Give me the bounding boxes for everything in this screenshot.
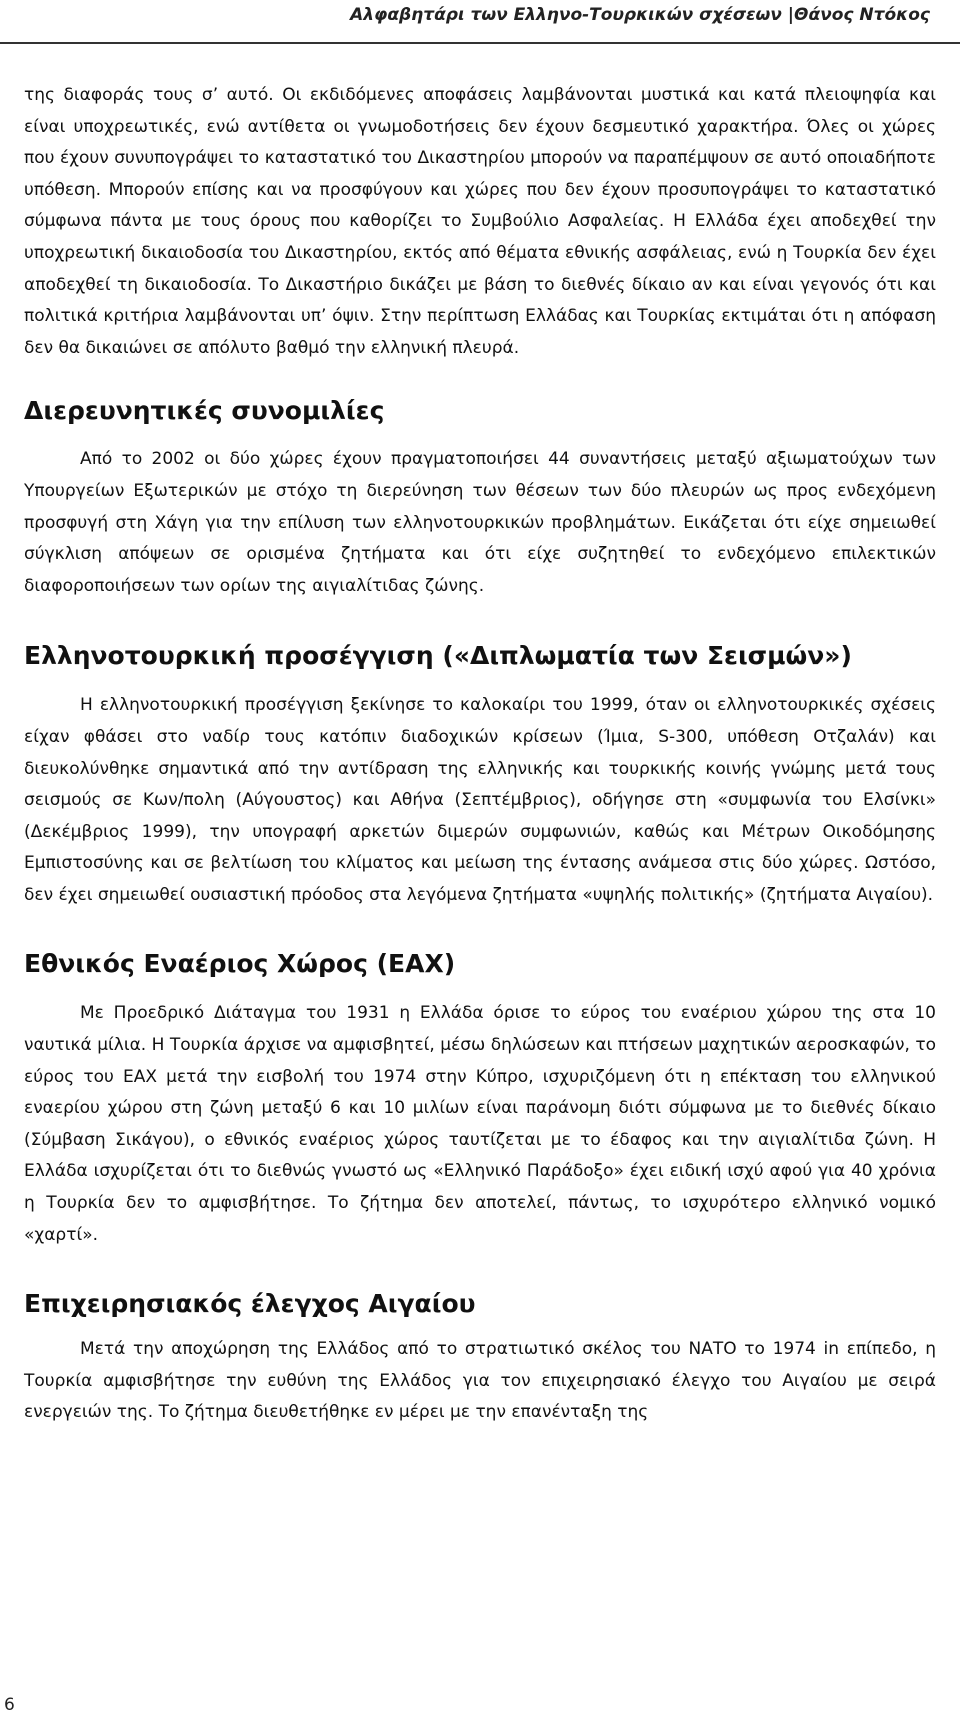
page-number: 6 <box>4 1695 15 1715</box>
intro-paragraph: της διαφοράς τους σ’ αυτό. Οι εκδιδόμενες αποφάσεις λαμβάνονται μυστικά και κατά πλειοψηφία και είναι υποχρεωτικές, ενώ αντίθετα οι γνωμοδοτήσεις δεν έχουν δεσμευτικό χαρακτήρα. Όλες οι χώρες που έχουν συνυπογράψει το καταστατικό του Δικαστηρίου μπορούν να παραπέμψουν σε αυτό οποιαδήποτε υπόθεση. Μπορούν επίσης και να προσφύγουν και χώρες που δεν έχουν προσυπογράψει το καταστατικό σύμφωνα πάντα με τους όρους που καθορίζει το Συμβούλιο Ασφαλείας. Η Ελλάδα έχει αποδεχθεί την υποχρεωτική δικαιοδοσία του Δικαστηρίου, εκτός από θέματα εθνικής ασφάλειας, ενώ η Τουρκία δεν έχει αποδεχθεί τη δικαιοδοσία. Το Δικαστήριο δικάζει με βάση το διεθνές δίκαιο αν και είναι γεγονός ότι και πολιτικά κριτήρια λαμβάνονται υπ’ όψιν. Στην περίπτωση Ελλάδας και Τουρκίας εκτιμάται ότι η απόφαση δεν θα δικαιώνει σε απόλυτο βαθμό την ελληνική πλευρά. <box>24 85 936 358</box>
running-header-title: Αλφαβητάρι των Ελληνο-Τουρκικών σχέσεων |Θάνος Ντόκος <box>350 5 930 25</box>
main-content <box>24 80 936 1429</box>
section-paragraph-rapprochement: Η ελληνοτουρκική προσέγγιση ξεκίνησε το καλοκαίρι του 1999, όταν οι ελληνοτουρκικές σχέσεις είχαν φθάσει στο ναδίρ τους κατόπιν διαδοχικών κρίσεων (Ίμια, S-300, υπόθεση Οτζαλάν) και διευκολύνθηκε σημαντικά από την αντίδραση της ελληνικής και τουρκικής κοινής γνώμης μετά τους σεισμούς σε Κων/πολη (Αύγουστος) και Αθήνα (Σεπτέμβριος), οδήγησε στη «συμφωνία του Ελσίνκι» (Δεκέμβριος 1999), την υπογραφή αρκετών διμερών συμφωνιών, καθώς και Μέτρων Οικοδόμησης Εμπιστοσύνης και σε βελτίωση του κλίματος και μείωση της έντασης ανάμεσα στις δύο χώρες. Ωστόσο, δεν έχει σημειωθεί ουσιαστική πρόοδος στα λεγόμενα ζητήματα «υψηλής πολιτικής» (ζητήματα Αιγαίου). <box>24 695 936 905</box>
header-divider <box>0 42 960 44</box>
section-heading-exploratory-talks: Διερευνητικές συνομιλίες <box>24 396 385 426</box>
section-paragraph-aegean-operational-control: Μετά την αποχώρηση της Ελλάδος από το στρατιωτικό σκέλος του ΝΑΤΟ το 1974 in επίπεδο, η Τουρκία αμφισβήτησε την ευθύνη της Ελλάδος για τον επιχειρησιακό έλεγχο του Αιγαίου με σειρά ενεργειών της. Το ζήτημα διευθετήθηκε εν μέρει με την επανένταξη της <box>24 1339 936 1423</box>
section-heading-aegean-operational-control: Επιχειρησιακός έλεγχος Αιγαίου <box>24 1289 476 1319</box>
section-paragraph-national-airspace: Με Προεδρικό Διάταγμα του 1931 η Ελλάδα όρισε το εύρος του εναέριου χώρου της στα 10 ναυτικά μίλια. Η Τουρκία άρχισε να αμφισβητεί, μέσω δηλώσεων και πτήσεων μαχητικών αεροσκαφών, το εύρος του ΕΑΧ μετά την εισβολή του 1974 στην Κύπρο, ισχυριζόμενη ότι η επέκταση του ελληνικού εναερίου χώρου στη ζώνη μεταξύ 6 και 10 μιλίων είναι παράνομη διότι σύμφωνα με το διεθνές δίκαιο (Σύμβαση Σικάγου), ο εθνικός εναέριος χώρος ταυτίζεται με το έδαφος και την αιγιαλίτιδα ζώνη. Η Ελλάδα ισχυρίζεται ότι το διεθνώς γνωστό ως «Ελληνικό Παράδοξο» έχει ειδική ισχύ αφού για 40 χρόνια η Τουρκία δεν το αμφισβήτησε. Το ζήτημα δεν αποτελεί, πάντως, το ισχυρότερο ελληνικό νομικό «χαρτί». <box>24 1003 936 1245</box>
section-heading-rapprochement: Ελληνοτουρκική προσέγγιση («Διπλωματία των Σεισμών») <box>24 641 852 671</box>
section-paragraph-exploratory-talks: Από το 2002 οι δύο χώρες έχουν πραγματοποιήσει 44 συναντήσεις μεταξύ αξιωματούχων των Υπουργείων Εξωτερικών με στόχο τη διερεύνηση των θέσεων των δύο πλευρών ως προς ενδεχόμενη προσφυγή στη Χάγη για την επίλυση των ελληνοτουρκικών προβλημάτων. Εικάζεται ότι είχε σημειωθεί σύγκλιση απόψεων σε ορισμένα ζητήματα και ότι είχε συζητηθεί το ενδεχόμενο επιλεκτικών διαφοροποιήσεων των ορίων της αιγιαλίτιδας ζώνης. <box>24 449 936 596</box>
section-heading-national-airspace: Εθνικός Εναέριος Χώρος (ΕΑΧ) <box>24 949 456 979</box>
